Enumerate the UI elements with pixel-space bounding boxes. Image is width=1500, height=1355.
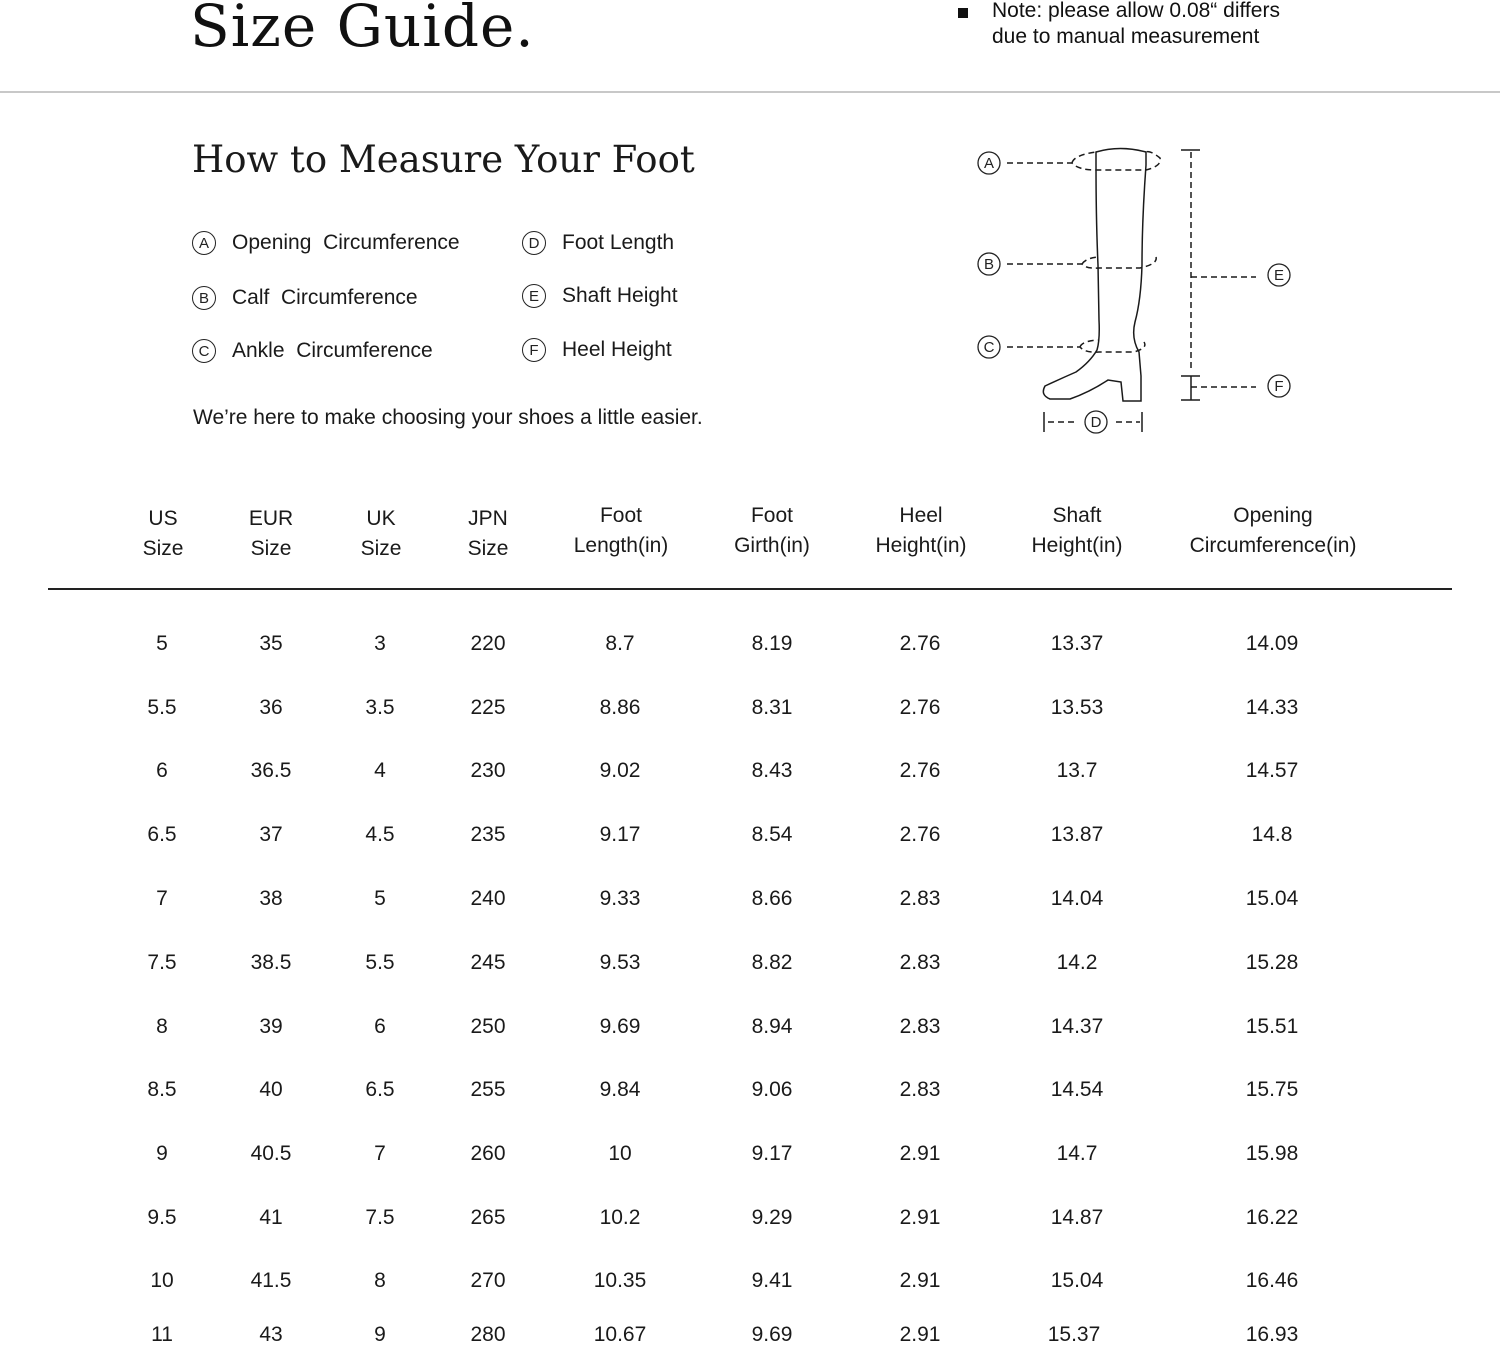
- cell-shaft-height: 14.04: [1050, 887, 1104, 910]
- cell-foot-length: 8.7: [605, 632, 635, 655]
- cell-foot-girth: 9.06: [751, 1078, 793, 1101]
- cell-foot-length: 9.69: [599, 1015, 641, 1038]
- cell-eur-size: 36: [259, 696, 283, 719]
- cell-opening-circumference: 15.51: [1245, 1015, 1299, 1038]
- dimension-ticks-icon: [1044, 150, 1200, 432]
- circumference-lines-icon: [1007, 152, 1256, 422]
- boot-outline-icon: [1043, 149, 1146, 402]
- legend-item-shaft-height: [522, 281, 678, 311]
- legend-item-opening-circumference: [192, 228, 460, 258]
- cell-jpn-size: 265: [470, 1206, 506, 1229]
- cell-shaft-height: 14.87: [1050, 1206, 1104, 1229]
- cell-heel-height: 2.91: [899, 1269, 941, 1292]
- table-row: [0, 751, 1500, 791]
- legend-item-heel-height: [522, 335, 672, 365]
- size-table-header: [0, 500, 1500, 580]
- cell-jpn-size: 245: [470, 951, 506, 974]
- table-row: [0, 879, 1500, 919]
- diagram-label-c-icon: [978, 336, 1000, 358]
- table-row: [0, 1134, 1500, 1174]
- cell-opening-circumference: 15.75: [1245, 1078, 1299, 1101]
- cell-heel-height: 2.91: [899, 1142, 941, 1165]
- cell-eur-size: 35: [259, 632, 283, 655]
- cell-eur-size: 40.5: [250, 1142, 292, 1165]
- letter-b-icon: B: [192, 286, 216, 310]
- cell-opening-circumference: 16.22: [1245, 1206, 1299, 1229]
- svg-text:A: A: [983, 155, 995, 172]
- cell-jpn-size: 220: [470, 632, 506, 655]
- cell-foot-length: 8.86: [599, 696, 641, 719]
- cell-uk-size: 3.5: [365, 696, 395, 719]
- cell-foot-length: 10.2: [599, 1206, 641, 1229]
- column-header-jpn-size: JPN Size: [467, 507, 509, 560]
- cell-jpn-size: 270: [470, 1269, 506, 1292]
- cell-uk-size: 3: [374, 632, 386, 655]
- cell-us-size: 5.5: [147, 696, 177, 719]
- note-line-1: Note: please allow 0.08“ differs: [992, 0, 1280, 22]
- cell-opening-circumference: 14.33: [1245, 696, 1299, 719]
- cell-uk-size: 9: [374, 1323, 386, 1346]
- cell-opening-circumference: 14.57: [1245, 759, 1299, 782]
- svg-text:E: E: [1273, 267, 1285, 284]
- cell-eur-size: 40: [259, 1078, 283, 1101]
- cell-foot-girth: 8.43: [751, 759, 793, 782]
- cell-uk-size: 7.5: [365, 1206, 395, 1229]
- cell-jpn-size: 230: [470, 759, 506, 782]
- table-header-divider: [48, 588, 1452, 590]
- cell-foot-length: 9.84: [599, 1078, 641, 1101]
- cell-eur-size: 38.5: [250, 951, 292, 974]
- cell-shaft-height: 13.37: [1050, 632, 1104, 655]
- cell-heel-height: 2.76: [899, 823, 941, 846]
- cell-heel-height: 2.91: [899, 1206, 941, 1229]
- letter-a-icon: A: [192, 231, 216, 255]
- header-divider: [0, 91, 1500, 93]
- table-row: [0, 1007, 1500, 1047]
- cell-heel-height: 2.76: [899, 759, 941, 782]
- legend-label: Shaft Height: [562, 284, 678, 307]
- cell-uk-size: 8: [374, 1269, 386, 1292]
- cell-shaft-height: 13.53: [1050, 696, 1104, 719]
- column-header-opening-circumference: Opening Circumference(in): [1189, 504, 1357, 557]
- diagram-label-f-icon: [1268, 375, 1290, 397]
- svg-text:D: D: [1090, 414, 1102, 431]
- cell-foot-girth: 8.54: [751, 823, 793, 846]
- cell-us-size: 7.5: [147, 951, 177, 974]
- table-row: [0, 624, 1500, 664]
- cell-foot-length: 9.02: [599, 759, 641, 782]
- column-header-uk-size: UK Size: [360, 507, 402, 560]
- cell-eur-size: 41: [259, 1206, 283, 1229]
- measure-section-title: How to Measure Your Foot: [192, 138, 695, 181]
- letter-e-icon: E: [522, 284, 546, 308]
- cell-heel-height: 2.83: [899, 887, 941, 910]
- cell-uk-size: 7: [374, 1142, 386, 1165]
- cell-foot-length: 10.67: [593, 1323, 647, 1346]
- cell-jpn-size: 280: [470, 1323, 506, 1346]
- cell-us-size: 10: [150, 1269, 174, 1292]
- cell-us-size: 9: [156, 1142, 168, 1165]
- cell-eur-size: 43: [259, 1323, 283, 1346]
- cell-uk-size: 4.5: [365, 823, 395, 846]
- legend-label: Opening Circumference: [232, 231, 460, 254]
- cell-uk-size: 6: [374, 1015, 386, 1038]
- cell-shaft-height: 14.2: [1056, 951, 1098, 974]
- cell-jpn-size: 240: [470, 887, 506, 910]
- cell-uk-size: 4: [374, 759, 386, 782]
- diagram-label-a-icon: [978, 152, 1000, 174]
- cell-foot-girth: 8.19: [751, 632, 793, 655]
- legend-label: Heel Height: [562, 338, 672, 361]
- cell-uk-size: 6.5: [365, 1078, 395, 1101]
- cell-opening-circumference: 16.46: [1245, 1269, 1299, 1292]
- cell-opening-circumference: 15.28: [1245, 951, 1299, 974]
- cell-us-size: 6: [156, 759, 168, 782]
- cell-uk-size: 5: [374, 887, 386, 910]
- cell-jpn-size: 260: [470, 1142, 506, 1165]
- page-title: Size Guide.: [190, 0, 535, 60]
- letter-d-icon: D: [522, 231, 546, 255]
- cell-foot-girth: 9.29: [751, 1206, 793, 1229]
- cell-opening-circumference: 15.98: [1245, 1142, 1299, 1165]
- table-row: [0, 1070, 1500, 1110]
- cell-us-size: 9.5: [147, 1206, 177, 1229]
- cell-shaft-height: 13.87: [1050, 823, 1104, 846]
- note-bullet-icon: [958, 8, 968, 18]
- note-line-2: due to manual measurement: [992, 25, 1260, 48]
- table-row: [0, 943, 1500, 983]
- table-row: [0, 1198, 1500, 1238]
- cell-eur-size: 39: [259, 1015, 283, 1038]
- cell-foot-length: 9.53: [599, 951, 641, 974]
- cell-heel-height: 2.76: [899, 696, 941, 719]
- legend-item-ankle-circumference: [192, 336, 433, 366]
- column-header-shaft-height: Shaft Height(in): [1031, 504, 1123, 557]
- cell-foot-girth: 9.41: [751, 1269, 793, 1292]
- cell-foot-length: 9.33: [599, 887, 641, 910]
- cell-foot-girth: 8.82: [751, 951, 793, 974]
- cell-opening-circumference: 16.93: [1245, 1323, 1299, 1346]
- cell-eur-size: 36.5: [250, 759, 292, 782]
- cell-opening-circumference: 14.09: [1245, 632, 1299, 655]
- cell-heel-height: 2.83: [899, 951, 941, 974]
- cell-jpn-size: 255: [470, 1078, 506, 1101]
- cell-shaft-height: 15.04: [1050, 1269, 1104, 1292]
- tagline: We’re here to make choosing your shoes a little easier.: [193, 406, 703, 429]
- cell-shaft-height: 13.7: [1056, 759, 1098, 782]
- cell-us-size: 8.5: [147, 1078, 177, 1101]
- cell-us-size: 11: [151, 1323, 173, 1346]
- cell-jpn-size: 250: [470, 1015, 506, 1038]
- cell-jpn-size: 235: [470, 823, 506, 846]
- table-row: [0, 815, 1500, 855]
- cell-foot-girth: 8.31: [751, 696, 793, 719]
- cell-eur-size: 38: [259, 887, 283, 910]
- cell-us-size: 5: [156, 632, 168, 655]
- cell-heel-height: 2.83: [899, 1078, 941, 1101]
- cell-foot-length: 10: [608, 1142, 632, 1165]
- cell-heel-height: 2.91: [899, 1323, 941, 1346]
- letter-c-icon: C: [192, 339, 216, 363]
- cell-shaft-height: 14.7: [1056, 1142, 1098, 1165]
- cell-heel-height: 2.83: [899, 1015, 941, 1038]
- diagram-label-e-icon: [1268, 264, 1290, 286]
- table-row: [0, 1315, 1500, 1355]
- cell-shaft-height: 14.54: [1050, 1078, 1104, 1101]
- legend-label: Ankle Circumference: [232, 339, 433, 362]
- cell-us-size: 6.5: [147, 823, 177, 846]
- legend-label: Foot Length: [562, 231, 675, 254]
- cell-shaft-height: 14.37: [1050, 1015, 1104, 1038]
- cell-foot-girth: 9.17: [751, 1142, 793, 1165]
- cell-uk-size: 5.5: [365, 951, 395, 974]
- cell-us-size: 8: [156, 1015, 168, 1038]
- column-header-foot-girth: Foot Girth(in): [734, 504, 810, 557]
- cell-jpn-size: 225: [470, 696, 506, 719]
- cell-eur-size: 37: [259, 823, 283, 846]
- column-header-us-size: US Size: [142, 507, 184, 560]
- table-row: [0, 688, 1500, 728]
- cell-eur-size: 41.5: [250, 1269, 292, 1292]
- cell-heel-height: 2.76: [899, 632, 941, 655]
- cell-foot-length: 10.35: [593, 1269, 647, 1292]
- diagram-label-d-icon: [1085, 411, 1107, 433]
- cell-foot-length: 9.17: [599, 823, 641, 846]
- cell-us-size: 7: [156, 887, 168, 910]
- column-header-foot-length: Foot Length(in): [573, 504, 669, 557]
- cell-foot-girth: 8.66: [751, 887, 793, 910]
- column-header-heel-height: Heel Height(in): [875, 504, 967, 557]
- legend-label: Calf Circumference: [232, 286, 418, 309]
- cell-opening-circumference: 14.8: [1251, 823, 1293, 846]
- legend-item-calf-circumference: [192, 283, 418, 313]
- svg-text:F: F: [1274, 378, 1284, 395]
- cell-opening-circumference: 15.04: [1245, 887, 1299, 910]
- svg-text:C: C: [983, 339, 995, 356]
- svg-text:B: B: [983, 256, 995, 273]
- diagram-label-b-icon: [978, 253, 1000, 275]
- note-text: [992, 0, 1352, 50]
- cell-shaft-height: 15.37: [1047, 1323, 1101, 1346]
- table-row: [0, 1261, 1500, 1301]
- cell-foot-girth: 9.69: [751, 1323, 793, 1346]
- column-header-eur-size: EUR Size: [248, 507, 294, 560]
- cell-foot-girth: 8.94: [751, 1015, 793, 1038]
- legend-item-foot-length: [522, 228, 674, 258]
- letter-f-icon: F: [522, 338, 546, 362]
